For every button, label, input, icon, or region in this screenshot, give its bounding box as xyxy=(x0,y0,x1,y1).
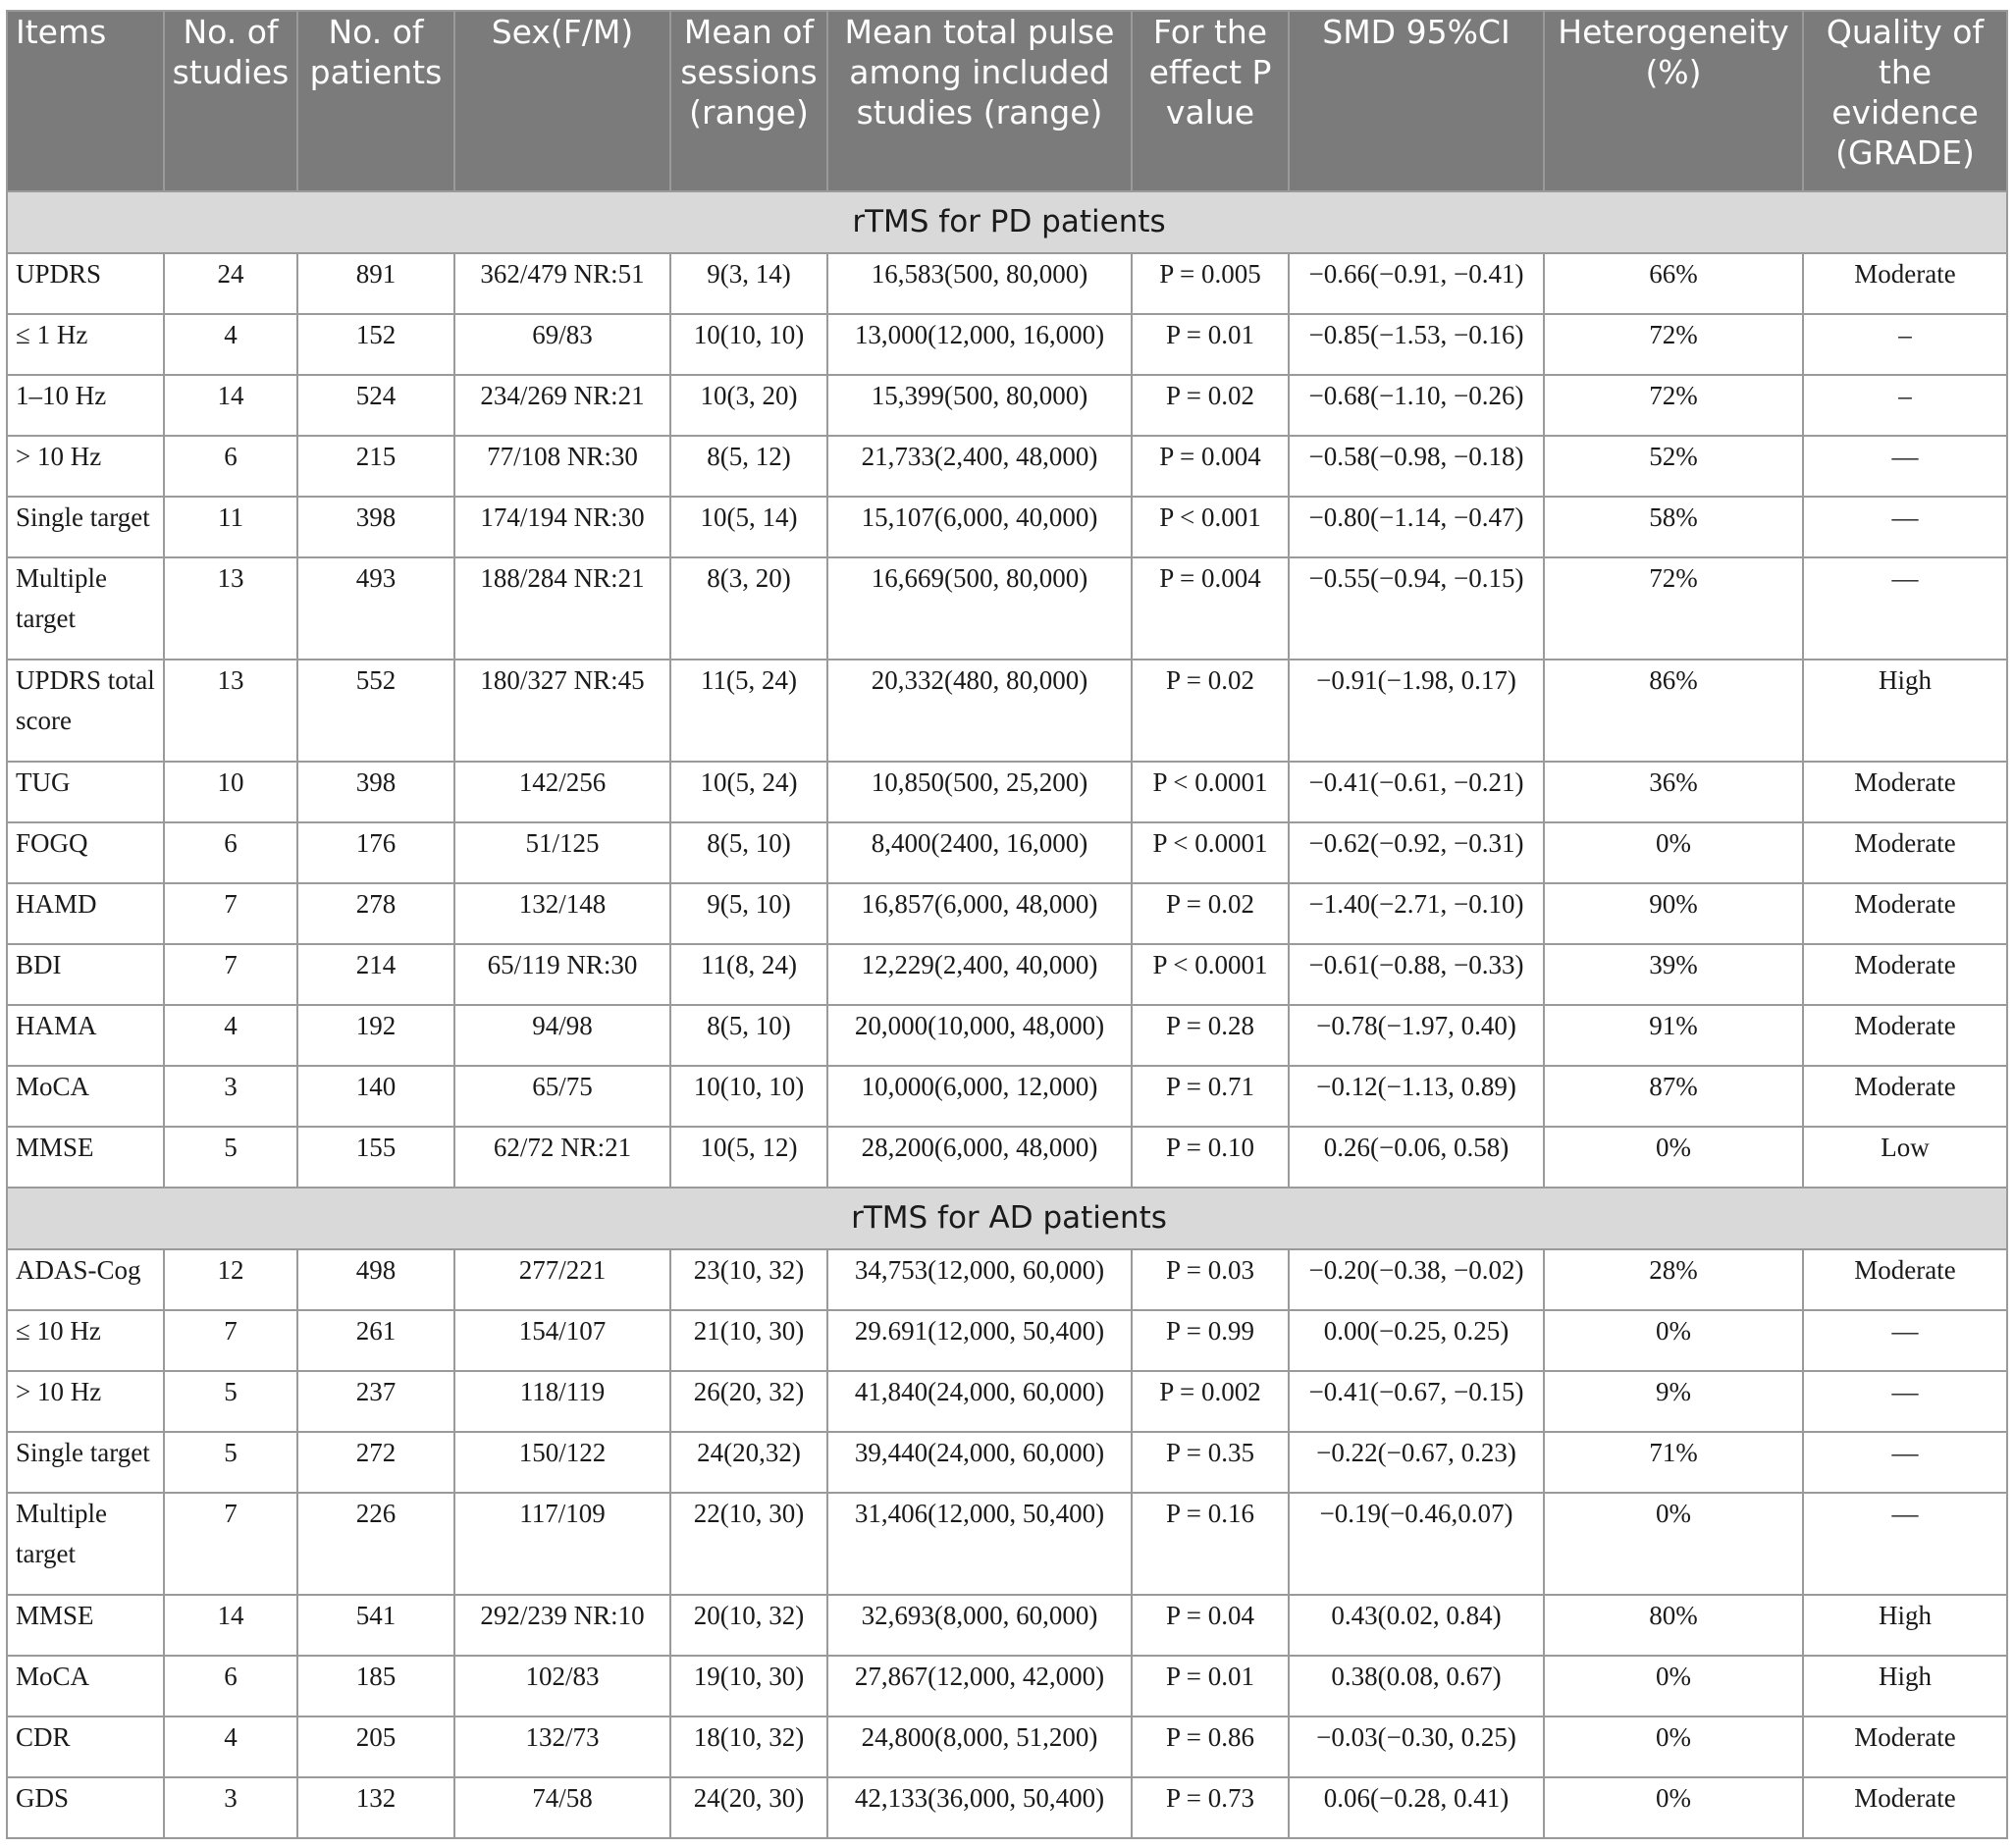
cell-studies: 4 xyxy=(164,314,297,375)
cell-heterogeneity: 87% xyxy=(1544,1066,1803,1127)
cell-grade: High xyxy=(1803,660,2007,762)
cell-sex: 292/239 NR:10 xyxy=(454,1595,670,1656)
cell-studies: 4 xyxy=(164,1716,297,1777)
table-row xyxy=(7,1249,2007,1310)
cell-sessions: 22(10, 30) xyxy=(670,1493,827,1595)
cell-studies: 3 xyxy=(164,1066,297,1127)
header-heterogeneity: Heterogeneity (%) xyxy=(1544,11,1803,191)
header-pulse: Mean total pulse among included studies (range) xyxy=(827,11,1132,191)
cell-heterogeneity: 0% xyxy=(1544,1777,1803,1838)
cell-p-value: P = 0.01 xyxy=(1132,314,1289,375)
cell-sessions: 23(10, 32) xyxy=(670,1249,827,1310)
cell-grade: Moderate xyxy=(1803,762,2007,822)
cell-p-value: P = 0.01 xyxy=(1132,1656,1289,1716)
cell-pulse: 24,800(8,000, 51,200) xyxy=(827,1716,1132,1777)
cell-item: Multiple target xyxy=(7,1493,164,1595)
cell-item: MoCA xyxy=(7,1066,164,1127)
cell-smd: −0.12(−1.13, 0.89) xyxy=(1289,1066,1544,1127)
cell-heterogeneity: 72% xyxy=(1544,314,1803,375)
cell-pulse: 16,669(500, 80,000) xyxy=(827,557,1132,660)
cell-smd: −1.40(−2.71, −0.10) xyxy=(1289,883,1544,944)
cell-studies: 5 xyxy=(164,1127,297,1188)
cell-p-value: P = 0.04 xyxy=(1132,1595,1289,1656)
cell-sessions: 11(5, 24) xyxy=(670,660,827,762)
cell-grade: — xyxy=(1803,1493,2007,1595)
cell-pulse: 39,440(24,000, 60,000) xyxy=(827,1432,1132,1493)
cell-smd: −0.62(−0.92, −0.31) xyxy=(1289,822,1544,883)
header-row xyxy=(7,11,2007,191)
cell-p-value: P < 0.0001 xyxy=(1132,944,1289,1005)
cell-p-value: P = 0.71 xyxy=(1132,1066,1289,1127)
cell-smd: −0.22(−0.67, 0.23) xyxy=(1289,1432,1544,1493)
cell-sex: 69/83 xyxy=(454,314,670,375)
table-row xyxy=(7,1310,2007,1371)
table-row xyxy=(7,1716,2007,1777)
cell-item: Single target xyxy=(7,497,164,557)
cell-studies: 6 xyxy=(164,1656,297,1716)
table-row xyxy=(7,762,2007,822)
cell-sex: 65/75 xyxy=(454,1066,670,1127)
cell-sessions: 18(10, 32) xyxy=(670,1716,827,1777)
cell-item: Single target xyxy=(7,1432,164,1493)
cell-patients: 185 xyxy=(297,1656,454,1716)
cell-p-value: P = 0.02 xyxy=(1132,375,1289,436)
cell-sex: 62/72 NR:21 xyxy=(454,1127,670,1188)
cell-patients: 155 xyxy=(297,1127,454,1188)
cell-patients: 132 xyxy=(297,1777,454,1838)
cell-patients: 140 xyxy=(297,1066,454,1127)
table-row xyxy=(7,1371,2007,1432)
cell-studies: 13 xyxy=(164,557,297,660)
cell-grade: — xyxy=(1803,497,2007,557)
cell-item: CDR xyxy=(7,1716,164,1777)
cell-sex: 118/119 xyxy=(454,1371,670,1432)
header-p-value: For the effect P value xyxy=(1132,11,1289,191)
cell-sessions: 10(10, 10) xyxy=(670,314,827,375)
cell-sessions: 10(5, 12) xyxy=(670,1127,827,1188)
cell-p-value: P = 0.73 xyxy=(1132,1777,1289,1838)
cell-pulse: 10,000(6,000, 12,000) xyxy=(827,1066,1132,1127)
section-title: rTMS for PD patients xyxy=(7,191,2007,253)
cell-item: Multiple target xyxy=(7,557,164,660)
cell-heterogeneity: 0% xyxy=(1544,1310,1803,1371)
cell-sex: 77/108 NR:30 xyxy=(454,436,670,497)
cell-heterogeneity: 91% xyxy=(1544,1005,1803,1066)
cell-grade: Moderate xyxy=(1803,944,2007,1005)
table-row xyxy=(7,436,2007,497)
cell-studies: 24 xyxy=(164,253,297,314)
cell-studies: 4 xyxy=(164,1005,297,1066)
cell-grade: High xyxy=(1803,1595,2007,1656)
cell-smd: 0.00(−0.25, 0.25) xyxy=(1289,1310,1544,1371)
cell-grade: Moderate xyxy=(1803,883,2007,944)
cell-heterogeneity: 0% xyxy=(1544,1127,1803,1188)
cell-pulse: 10,850(500, 25,200) xyxy=(827,762,1132,822)
cell-grade: — xyxy=(1803,1432,2007,1493)
header-studies: No. of studies xyxy=(164,11,297,191)
table-row xyxy=(7,1005,2007,1066)
cell-patients: 398 xyxy=(297,762,454,822)
cell-patients: 278 xyxy=(297,883,454,944)
cell-patients: 226 xyxy=(297,1493,454,1595)
cell-pulse: 16,857(6,000, 48,000) xyxy=(827,883,1132,944)
cell-item: ADAS-Cog xyxy=(7,1249,164,1310)
section-row xyxy=(7,191,2007,253)
cell-pulse: 32,693(8,000, 60,000) xyxy=(827,1595,1132,1656)
table-row xyxy=(7,883,2007,944)
cell-smd: −0.80(−1.14, −0.47) xyxy=(1289,497,1544,557)
section-row xyxy=(7,1188,2007,1249)
cell-sex: 188/284 NR:21 xyxy=(454,557,670,660)
cell-grade: Moderate xyxy=(1803,822,2007,883)
cell-patients: 541 xyxy=(297,1595,454,1656)
table-row xyxy=(7,1777,2007,1838)
cell-sex: 132/73 xyxy=(454,1716,670,1777)
cell-studies: 7 xyxy=(164,883,297,944)
cell-pulse: 34,753(12,000, 60,000) xyxy=(827,1249,1132,1310)
cell-smd: −0.20(−0.38, −0.02) xyxy=(1289,1249,1544,1310)
table-row xyxy=(7,822,2007,883)
cell-studies: 12 xyxy=(164,1249,297,1310)
cell-studies: 11 xyxy=(164,497,297,557)
cell-patients: 272 xyxy=(297,1432,454,1493)
cell-studies: 7 xyxy=(164,1310,297,1371)
cell-pulse: 8,400(2400, 16,000) xyxy=(827,822,1132,883)
header-patients: No. of patients xyxy=(297,11,454,191)
cell-item: > 10 Hz xyxy=(7,1371,164,1432)
cell-item: ≤ 1 Hz xyxy=(7,314,164,375)
cell-heterogeneity: 36% xyxy=(1544,762,1803,822)
cell-heterogeneity: 71% xyxy=(1544,1432,1803,1493)
table-row xyxy=(7,1656,2007,1716)
cell-p-value: P = 0.02 xyxy=(1132,660,1289,762)
cell-heterogeneity: 86% xyxy=(1544,660,1803,762)
cell-grade: Low xyxy=(1803,1127,2007,1188)
cell-studies: 6 xyxy=(164,822,297,883)
cell-sessions: 9(3, 14) xyxy=(670,253,827,314)
cell-smd: 0.26(−0.06, 0.58) xyxy=(1289,1127,1544,1188)
cell-p-value: P = 0.002 xyxy=(1132,1371,1289,1432)
cell-heterogeneity: 9% xyxy=(1544,1371,1803,1432)
cell-studies: 14 xyxy=(164,1595,297,1656)
cell-pulse: 27,867(12,000, 42,000) xyxy=(827,1656,1132,1716)
cell-grade: — xyxy=(1803,1371,2007,1432)
cell-p-value: P = 0.02 xyxy=(1132,883,1289,944)
table-row xyxy=(7,1066,2007,1127)
cell-sessions: 10(3, 20) xyxy=(670,375,827,436)
cell-heterogeneity: 0% xyxy=(1544,1656,1803,1716)
table-row xyxy=(7,944,2007,1005)
cell-p-value: P = 0.35 xyxy=(1132,1432,1289,1493)
cell-sessions: 20(10, 32) xyxy=(670,1595,827,1656)
cell-item: > 10 Hz xyxy=(7,436,164,497)
cell-sessions: 8(3, 20) xyxy=(670,557,827,660)
cell-heterogeneity: 58% xyxy=(1544,497,1803,557)
cell-studies: 14 xyxy=(164,375,297,436)
cell-sex: 94/98 xyxy=(454,1005,670,1066)
header-sex: Sex(F/M) xyxy=(454,11,670,191)
cell-item: MMSE xyxy=(7,1127,164,1188)
cell-p-value: P = 0.86 xyxy=(1132,1716,1289,1777)
cell-grade: Moderate xyxy=(1803,1716,2007,1777)
cell-p-value: P = 0.10 xyxy=(1132,1127,1289,1188)
cell-smd: −0.58(−0.98, −0.18) xyxy=(1289,436,1544,497)
cell-item: 1–10 Hz xyxy=(7,375,164,436)
cell-studies: 5 xyxy=(164,1371,297,1432)
cell-sex: 362/479 NR:51 xyxy=(454,253,670,314)
cell-sessions: 24(20, 30) xyxy=(670,1777,827,1838)
table-row xyxy=(7,1127,2007,1188)
cell-smd: −0.03(−0.30, 0.25) xyxy=(1289,1716,1544,1777)
cell-sessions: 24(20,32) xyxy=(670,1432,827,1493)
cell-smd: −0.66(−0.91, −0.41) xyxy=(1289,253,1544,314)
results-table xyxy=(6,10,2008,1839)
cell-grade: Moderate xyxy=(1803,253,2007,314)
cell-pulse: 20,332(480, 80,000) xyxy=(827,660,1132,762)
cell-patients: 261 xyxy=(297,1310,454,1371)
cell-sex: 51/125 xyxy=(454,822,670,883)
cell-sex: 150/122 xyxy=(454,1432,670,1493)
cell-grade: — xyxy=(1803,557,2007,660)
cell-heterogeneity: 72% xyxy=(1544,375,1803,436)
table-row xyxy=(7,314,2007,375)
cell-grade: — xyxy=(1803,1310,2007,1371)
cell-sex: 117/109 xyxy=(454,1493,670,1595)
cell-pulse: 15,399(500, 80,000) xyxy=(827,375,1132,436)
cell-grade: — xyxy=(1803,436,2007,497)
cell-item: HAMA xyxy=(7,1005,164,1066)
cell-smd: 0.06(−0.28, 0.41) xyxy=(1289,1777,1544,1838)
cell-patients: 498 xyxy=(297,1249,454,1310)
cell-grade: Moderate xyxy=(1803,1777,2007,1838)
cell-patients: 152 xyxy=(297,314,454,375)
cell-pulse: 31,406(12,000, 50,400) xyxy=(827,1493,1132,1595)
cell-patients: 398 xyxy=(297,497,454,557)
cell-sex: 132/148 xyxy=(454,883,670,944)
cell-pulse: 15,107(6,000, 40,000) xyxy=(827,497,1132,557)
cell-sex: 154/107 xyxy=(454,1310,670,1371)
cell-heterogeneity: 66% xyxy=(1544,253,1803,314)
cell-pulse: 42,133(36,000, 50,400) xyxy=(827,1777,1132,1838)
cell-item: BDI xyxy=(7,944,164,1005)
cell-pulse: 16,583(500, 80,000) xyxy=(827,253,1132,314)
cell-studies: 5 xyxy=(164,1432,297,1493)
cell-p-value: P < 0.0001 xyxy=(1132,762,1289,822)
cell-grade: Moderate xyxy=(1803,1066,2007,1127)
cell-p-value: P < 0.001 xyxy=(1132,497,1289,557)
cell-item: ≤ 10 Hz xyxy=(7,1310,164,1371)
cell-sessions: 11(8, 24) xyxy=(670,944,827,1005)
cell-heterogeneity: 28% xyxy=(1544,1249,1803,1310)
table-row xyxy=(7,557,2007,660)
cell-sex: 234/269 NR:21 xyxy=(454,375,670,436)
cell-p-value: P = 0.004 xyxy=(1132,436,1289,497)
cell-sex: 65/119 NR:30 xyxy=(454,944,670,1005)
cell-grade: Moderate xyxy=(1803,1249,2007,1310)
cell-patients: 214 xyxy=(297,944,454,1005)
cell-sessions: 19(10, 30) xyxy=(670,1656,827,1716)
cell-smd: −0.41(−0.67, −0.15) xyxy=(1289,1371,1544,1432)
cell-sex: 180/327 NR:45 xyxy=(454,660,670,762)
cell-sex: 142/256 xyxy=(454,762,670,822)
cell-item: FOGQ xyxy=(7,822,164,883)
cell-sessions: 10(5, 24) xyxy=(670,762,827,822)
table-row xyxy=(7,497,2007,557)
cell-sex: 277/221 xyxy=(454,1249,670,1310)
cell-patients: 524 xyxy=(297,375,454,436)
header-sessions: Mean of sessions (range) xyxy=(670,11,827,191)
cell-smd: 0.38(0.08, 0.67) xyxy=(1289,1656,1544,1716)
cell-sessions: 8(5, 10) xyxy=(670,1005,827,1066)
cell-patients: 205 xyxy=(297,1716,454,1777)
cell-grade: – xyxy=(1803,314,2007,375)
cell-item: TUG xyxy=(7,762,164,822)
cell-patients: 891 xyxy=(297,253,454,314)
cell-smd: −0.55(−0.94, −0.15) xyxy=(1289,557,1544,660)
cell-sex: 102/83 xyxy=(454,1656,670,1716)
cell-p-value: P = 0.03 xyxy=(1132,1249,1289,1310)
cell-heterogeneity: 72% xyxy=(1544,557,1803,660)
cell-patients: 176 xyxy=(297,822,454,883)
cell-item: MMSE xyxy=(7,1595,164,1656)
cell-sex: 74/58 xyxy=(454,1777,670,1838)
cell-sessions: 10(10, 10) xyxy=(670,1066,827,1127)
cell-studies: 13 xyxy=(164,660,297,762)
cell-smd: −0.68(−1.10, −0.26) xyxy=(1289,375,1544,436)
cell-pulse: 21,733(2,400, 48,000) xyxy=(827,436,1132,497)
cell-sessions: 21(10, 30) xyxy=(670,1310,827,1371)
section-title: rTMS for AD patients xyxy=(7,1188,2007,1249)
cell-item: UPDRS xyxy=(7,253,164,314)
cell-p-value: P = 0.004 xyxy=(1132,557,1289,660)
cell-heterogeneity: 52% xyxy=(1544,436,1803,497)
cell-smd: −0.91(−1.98, 0.17) xyxy=(1289,660,1544,762)
cell-p-value: P = 0.28 xyxy=(1132,1005,1289,1066)
table-row xyxy=(7,1595,2007,1656)
cell-smd: −0.19(−0.46,0.07) xyxy=(1289,1493,1544,1595)
cell-p-value: P = 0.99 xyxy=(1132,1310,1289,1371)
table-row xyxy=(7,375,2007,436)
cell-sessions: 10(5, 14) xyxy=(670,497,827,557)
cell-sessions: 8(5, 10) xyxy=(670,822,827,883)
header-grade: Quality of the evidence (GRADE) xyxy=(1803,11,2007,191)
cell-heterogeneity: 90% xyxy=(1544,883,1803,944)
cell-smd: −0.61(−0.88, −0.33) xyxy=(1289,944,1544,1005)
header-items: Items xyxy=(7,11,164,191)
cell-studies: 7 xyxy=(164,1493,297,1595)
cell-patients: 493 xyxy=(297,557,454,660)
cell-studies: 6 xyxy=(164,436,297,497)
cell-grade: Moderate xyxy=(1803,1005,2007,1066)
cell-sex: 174/194 NR:30 xyxy=(454,497,670,557)
cell-studies: 10 xyxy=(164,762,297,822)
cell-patients: 215 xyxy=(297,436,454,497)
cell-heterogeneity: 0% xyxy=(1544,1493,1803,1595)
cell-pulse: 29.691(12,000, 50,400) xyxy=(827,1310,1132,1371)
cell-sessions: 8(5, 12) xyxy=(670,436,827,497)
cell-pulse: 20,000(10,000, 48,000) xyxy=(827,1005,1132,1066)
cell-sessions: 9(5, 10) xyxy=(670,883,827,944)
cell-studies: 7 xyxy=(164,944,297,1005)
cell-item: GDS xyxy=(7,1777,164,1838)
cell-heterogeneity: 0% xyxy=(1544,1716,1803,1777)
cell-heterogeneity: 39% xyxy=(1544,944,1803,1005)
cell-p-value: P < 0.0001 xyxy=(1132,822,1289,883)
cell-heterogeneity: 0% xyxy=(1544,822,1803,883)
header-smd: SMD 95%CI xyxy=(1289,11,1544,191)
cell-item: HAMD xyxy=(7,883,164,944)
cell-patients: 552 xyxy=(297,660,454,762)
cell-studies: 3 xyxy=(164,1777,297,1838)
cell-grade: High xyxy=(1803,1656,2007,1716)
cell-p-value: P = 0.16 xyxy=(1132,1493,1289,1595)
table-row xyxy=(7,660,2007,762)
cell-item: UPDRS total score xyxy=(7,660,164,762)
cell-p-value: P = 0.005 xyxy=(1132,253,1289,314)
cell-patients: 237 xyxy=(297,1371,454,1432)
cell-pulse: 41,840(24,000, 60,000) xyxy=(827,1371,1132,1432)
cell-item: MoCA xyxy=(7,1656,164,1716)
cell-patients: 192 xyxy=(297,1005,454,1066)
cell-smd: 0.43(0.02, 0.84) xyxy=(1289,1595,1544,1656)
cell-smd: −0.78(−1.97, 0.40) xyxy=(1289,1005,1544,1066)
cell-pulse: 28,200(6,000, 48,000) xyxy=(827,1127,1132,1188)
cell-heterogeneity: 80% xyxy=(1544,1595,1803,1656)
cell-pulse: 13,000(12,000, 16,000) xyxy=(827,314,1132,375)
table-row xyxy=(7,1432,2007,1493)
cell-pulse: 12,229(2,400, 40,000) xyxy=(827,944,1132,1005)
table-row xyxy=(7,1493,2007,1595)
table-row xyxy=(7,253,2007,314)
cell-smd: −0.41(−0.61, −0.21) xyxy=(1289,762,1544,822)
cell-smd: −0.85(−1.53, −0.16) xyxy=(1289,314,1544,375)
cell-grade: – xyxy=(1803,375,2007,436)
cell-sessions: 26(20, 32) xyxy=(670,1371,827,1432)
